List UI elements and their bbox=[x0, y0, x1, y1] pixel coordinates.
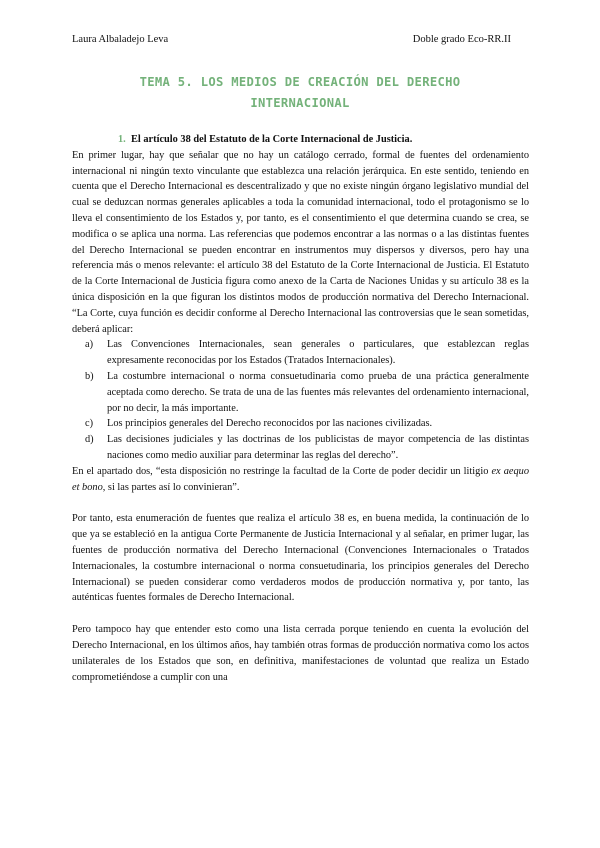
paragraph-4: Pero tampoco hay que entender esto como una lista cerrada porque teniendo en cuenta la evolución del Derecho Internacional, en los últimos años, hay también otras formas de producción normativa como los actos unilaterales de los Estados que son, en definitiva, manifestaciones de voluntad que realiza un Estado comprometiéndose a cumplir con una bbox=[72, 624, 530, 683]
latin-phrase: ex aequo et bono bbox=[72, 465, 529, 493]
document-title bbox=[60, 72, 540, 114]
list-item bbox=[72, 432, 529, 464]
title-line-1: TEMA 5. LOS MEDIOS DE CREACIÓN DEL DERECHO bbox=[139, 75, 461, 89]
paragraph-3: Por tanto, esta enumeración de fuentes que realiza el artículo 38 es, en buena medida, la continuación de lo que ya se estableció en la antigua Corte Permanente de Justicia Internacional y al señalar, en primer lugar, las fuentes de producción normativa del Derecho Internacional (Convenciones Internacionales o Tratados Internacionales, la costumbre internacional o norma consuetudinaria, los principios generales del Derecho Internacional) se pueden considerar como verdaderos modos de producción normativa y, por tanto, las auténticas fuentes formales de Derecho Internacional. bbox=[72, 513, 529, 604]
list-item-text: Las Convenciones Internacionales, sean generales o particulares, que establezcan reglas expresamente reconocidas por los Estados (Tratados Internacionales). bbox=[107, 339, 529, 367]
header-author: Laura Albaladejo Leva bbox=[72, 34, 169, 45]
paragraph-2-end: , si las partes así lo convinieran”. bbox=[102, 481, 240, 493]
section-number: 1. bbox=[118, 134, 126, 145]
paragraph-spacer bbox=[72, 606, 529, 622]
header-degree: Doble grado Eco-RR.II bbox=[412, 34, 511, 45]
list-marker: d) bbox=[85, 434, 94, 446]
section-title: El artículo 38 del Estatuto de la Corte Internacional de Justicia. bbox=[131, 134, 413, 145]
list-marker: c) bbox=[85, 418, 94, 430]
list-item bbox=[72, 369, 529, 416]
list-item bbox=[72, 337, 529, 369]
list-item-text: Los principios generales del Derecho reconocidos por las naciones civilizadas. bbox=[107, 418, 433, 430]
paragraph-2 bbox=[72, 464, 529, 496]
list-item-text: Las decisiones judiciales y las doctrinas de los publicistas de mayor competencia de las distintas naciones como medio auxiliar para determinar las reglas del derecho”. bbox=[107, 434, 529, 461]
section-heading bbox=[118, 132, 529, 148]
list-item bbox=[72, 416, 529, 432]
paragraph-2-start: En el apartado dos, “esta disposición no restringe la facultad de la Corte de poder decidir un litigio bbox=[72, 465, 492, 477]
document-body bbox=[72, 132, 529, 685]
paragraph-spacer bbox=[72, 495, 529, 511]
sources-list bbox=[72, 337, 529, 463]
list-marker: b) bbox=[85, 370, 94, 382]
title-line-2: INTERNACIONAL bbox=[250, 96, 350, 110]
list-marker: a) bbox=[85, 339, 94, 351]
paragraph-1: En primer lugar, hay que señalar que no hay un catálogo cerrado, formal de fuentes del ordenamiento internacional ni ningún texto vinculante que establezca una relación jerárquica. En este sentido, teniendo en cuenta que el Derecho Internacional es descentralizado y que no existe ningún órgano legislativo mundial del cual se deduzcan normas generales aplicables a toda la comunidad internacional, todo el protagonismo se lo lleva el consentimiento de los Estados y, por tanto, es el consentimiento el que determina cuando se crea, se modifica o se aplica una norma. Las referencias que podemos encontrar a las normas o a las distintas fuentes del Derecho Internacional se pueden encontrar en instrumentos muy dispersos y diversos, pero hay una referencia más o menos relevante: el artículo 38 del Estatuto de la Corte Internacional de Justicia. El Estatuto de la Corte Internacional de Justicia figura como anexo de la Carta de Naciones Unidas y su artículo 38 es la única disposición en la que figuran los distintos modos de producción normativa del Derecho Internacional. “La Corte, cuya función es decidir conforme al Derecho Internacional las controversias que le sean sometidas, deberá aplicar: bbox=[72, 149, 529, 335]
page-header bbox=[72, 34, 511, 45]
list-item-text: La costumbre internacional o norma consuetudinaria como prueba de una práctica generalmente aceptada como derecho. Se trata de una de las fuentes más relevantes del ordenamiento internacional, por no decir, la más importante. bbox=[107, 370, 529, 414]
